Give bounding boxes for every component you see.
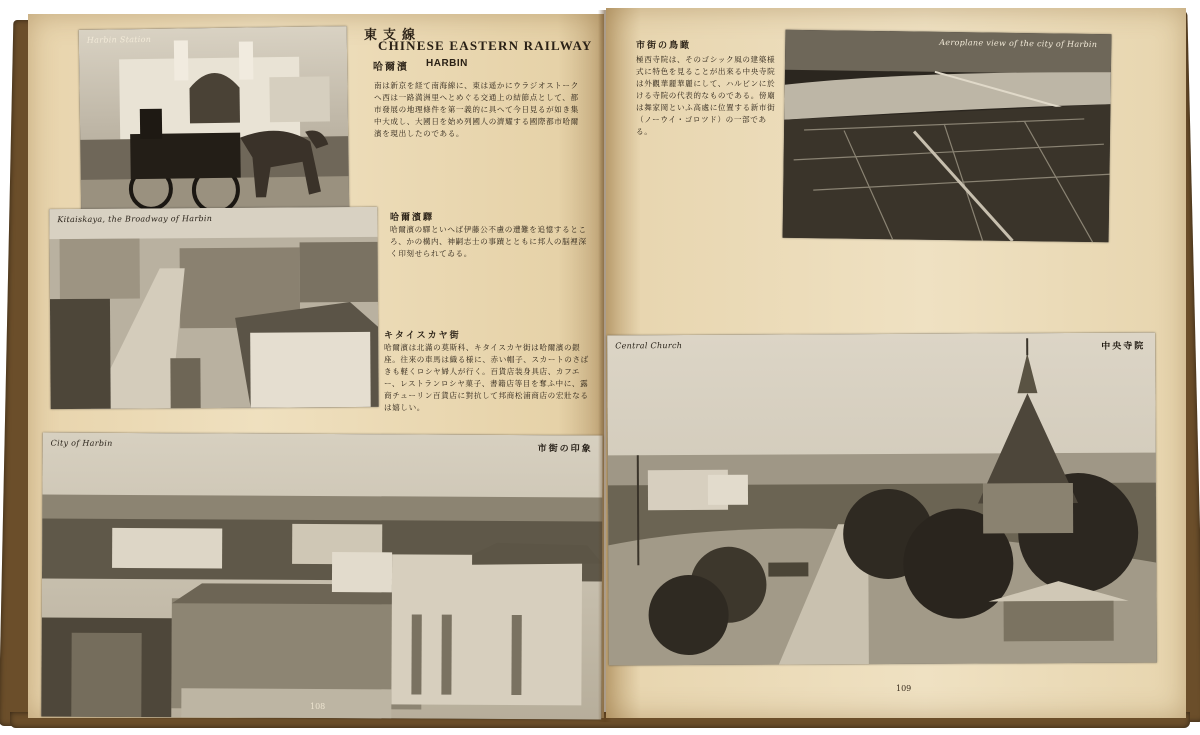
left-page: [28, 14, 604, 718]
city-jp: 哈爾濱: [373, 62, 409, 73]
caption-kitaiskaya: Kitaiskaya, the Broadway of Harbin: [57, 214, 213, 225]
heading-kitaiskaya: キタイスカヤ街: [384, 331, 461, 341]
photo-kitaiskaya: [49, 207, 378, 409]
photo-harbin-station: [79, 26, 350, 220]
page-number-right: 109: [896, 684, 912, 693]
caption-central-church: Central Church: [615, 341, 683, 351]
heading-harbin-station: 哈爾濱驛: [390, 213, 435, 223]
caption-harbin-station: Harbin Station: [86, 34, 152, 45]
right-page: [606, 8, 1186, 718]
photo-central-church: [607, 333, 1157, 666]
caption-central-church-jp: 中央寺院: [1101, 341, 1146, 352]
caption-aerial-harbin: Aeroplane view of the city of Harbin: [939, 37, 1098, 50]
page-number-left: 108: [310, 702, 326, 711]
title-jp: 東支線: [364, 28, 422, 43]
text-harbin-station: 哈爾濱の驛といへば伊藤公不慮の遭難を追憶するところ、かの構内、神嗣志士の事蹟とともに邦人の脳裡深く印刻せられてゐる。: [390, 225, 587, 258]
photo-city-of-harbin: [41, 433, 602, 720]
heading-city-aerial: 市街の鳥瞰: [636, 41, 692, 51]
text-kitaiskaya: 哈爾濱は北滿の莫斯科、キタイスカヤ街は哈爾濱の銀座。往來の車馬は織る様に、赤い帽子、スカートのさばきも軽くロシヤ婦人が行く。百貨店装身具店、カフエー、レストランロシヤ菓子、書籍店等目を奪ふ中に、露商チューリン百貨店に對抗して邦商松浦商店の宏壯なるは嬉しい。: [384, 343, 589, 412]
title-en: CHINESE EASTERN RAILWAY: [378, 38, 593, 53]
photo-aerial-harbin: [783, 30, 1112, 243]
text-city-aerial: 極西寺院は、そのゴシック風の建築様式に特色を見ることが出來る中央寺院は外觀華麗華麗にして、ハルビンに於ける寺院の代表的なものである。傍廟は舞家岡といふ高處に位置する新市街（ノーウイ・ゴロツド）の一部である。: [636, 55, 776, 136]
caption-city-of-harbin: City of Harbin: [50, 438, 113, 448]
city-en: HARBIN: [426, 58, 468, 69]
caption-city-impression-jp: 市街の印象: [537, 444, 593, 455]
intro-text: 南は新京を経て南海線に、東は遥かにウラジオストークへ西は一路満洲里へとめぐる交通上の結節点として、都市發展の地理條件を第一義的に具へて今日見るが如き集中大成し、大國日を始め列國人の濟耀する國際都市哈爾濱を現出したのである。: [374, 81, 579, 138]
